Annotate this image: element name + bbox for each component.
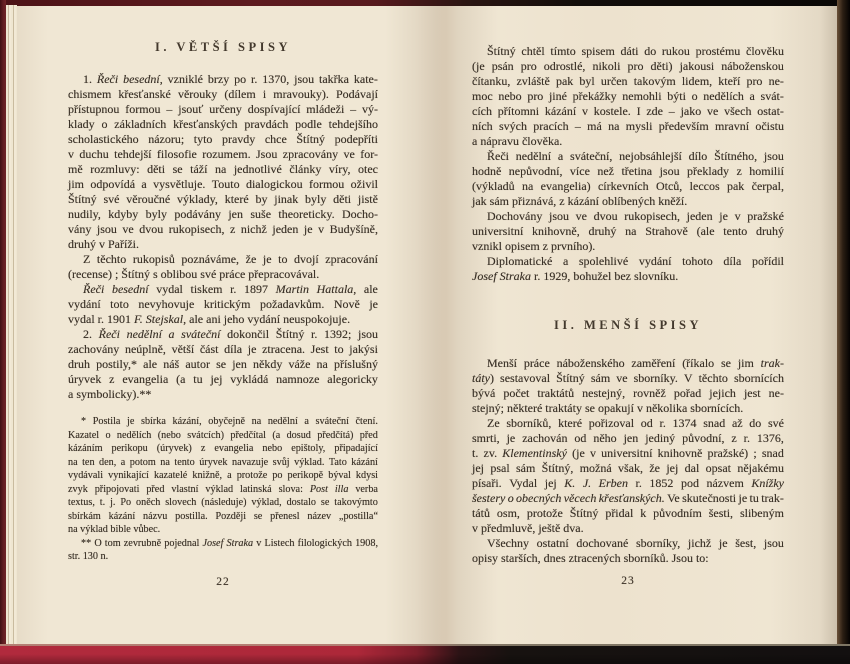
paragraph <box>472 536 784 566</box>
text-line: čítanku, zvláště pak byl určen takovým lidem, kteří pro ne- <box>472 74 784 88</box>
text-line: Všechny ostatní dochované sborníky, jichž je šest, jsou <box>487 536 784 550</box>
text-line: zvyk připojovati před vlastní výklad latinská slova: Post illa verba <box>68 483 378 495</box>
right-page <box>472 44 784 566</box>
text-line: bývá počet traktátů nestejný, rovněž pořad jejich jest ne- <box>472 386 784 400</box>
text-line: opisy starších, dnes ztracených sborníků. Jsou to: <box>472 551 709 565</box>
text-line: nudily, kdyby byly podávány jen suše theoreticky. Docho- <box>68 207 378 221</box>
text-line: ních svých pracích – má na mysli především mravní očistu <box>472 119 784 133</box>
text-line: druh postily,* ale náš autor se jen někdy váže na příslušný <box>68 357 378 371</box>
text-line: (recense) ; Štítný s oblibou své práce přepracovával. <box>68 267 320 281</box>
text-line: (je psán pro odrostlé, nikoli pro děti) jakousi náboženskou <box>472 59 784 73</box>
text-line: Ze sborníků, které pořizoval od r. 1374 snad až do své <box>487 416 784 430</box>
text-line: šestery o obecných věcech křesťanských. Ve skutečnosti je tu trak- <box>472 491 784 505</box>
text-line: na výklad bible vůbec. <box>68 524 161 535</box>
text-line: 1. Řeči besední, vzniklé brzy po r. 1370, jsou takřka kate- <box>83 72 378 86</box>
left-page <box>68 40 378 564</box>
text-line: Dochovány jsou ve dvou rukopisech, jeden je v pražské <box>487 209 784 223</box>
text-line: druhý v Paříži. <box>68 237 139 251</box>
text-line: vány jsou ve dvou rukopisech, z nichž jeden je v Budyšíně, <box>68 222 378 236</box>
page-number-right: 23 <box>621 575 635 587</box>
text-line: jak sám přiznává, z kázání oblíbených kněží. <box>472 194 688 208</box>
text-line: Diplomatické a spolehlivé vydání tohoto díla pořídil <box>487 254 784 268</box>
text-line: stejný; některé traktáty se opakují v několika sbornících. <box>472 401 744 415</box>
page-number-left: 22 <box>216 576 230 588</box>
text-line: tátů osm, protože Štítný přidal k původním šesti, slibeným <box>472 506 784 520</box>
text-line: vydávali vynikající kazatelé knižně, a protože po perikopě býval kdysi <box>68 470 378 481</box>
text-line: Řeči nedělní a sváteční, nejobsáhlejší dílo Štítného, jsou <box>487 149 784 163</box>
text-line: písaři. Vydal jej K. J. Erben r. 1852 pod názvem Knížky <box>472 476 784 490</box>
text-line: Štítný chtěl tímto spisem dáti do rukou prostému člověku <box>487 44 784 58</box>
text-line: cích přítomni kázání v kostele. I zde – jako ve všech ostat- <box>472 104 784 118</box>
text-line: moc nebo pro jiné překážky nemohli býti o nedělích a svát- <box>472 89 784 103</box>
paragraph <box>472 356 784 416</box>
right-page-body-top <box>472 44 784 284</box>
text-line: Štítný své věroučné výklady, které by jinak byly děti jistě <box>68 192 378 206</box>
text-line: Menší práce náboženského zaměření (říkalo se jim trak- <box>487 356 784 370</box>
text-line: vydal r. 1901 F. Stejskal, ale ani jeho vydání neuspokojuje. <box>68 312 351 326</box>
text-line: sbírkám kázání názvu postilla. Později se přenesl název „postilla“ <box>68 510 378 522</box>
paragraph <box>68 327 378 402</box>
text-line: vznikl opisem z prvního). <box>472 239 596 253</box>
right-page-body-bottom <box>472 356 784 566</box>
text-line: v duchu tehdejší filosofie rozumem. Jsou zpracovány ve for- <box>68 147 378 161</box>
text-line: přístupnou formou – jsouť určeny dospívající mládeži – vý- <box>68 102 378 116</box>
text-line: jej psal sám Štítný, možná však, že jej dal opsat nějakému <box>472 461 784 475</box>
paragraph <box>68 252 378 282</box>
paragraph <box>472 209 784 254</box>
book-cover-right-edge <box>837 0 850 664</box>
text-line: kázáním perikopu (úryvek) z evangelia nebo epištoly, připadající <box>68 443 378 454</box>
book-cover-bottom-edge <box>0 644 850 664</box>
paragraph <box>472 149 784 209</box>
text-line: universitní knihovně, druhý na Strahově (ale tento druhý <box>472 224 784 238</box>
text-line: scholastického názoru; tyto pravdy chce Štítný podepříti <box>68 132 378 146</box>
text-line: a symbolicky).** <box>68 387 152 401</box>
text-line: smrti, je zachován od něho jen jediný původní, z r. 1376, <box>472 431 784 445</box>
text-line: zachovány neúplně, větší část díla je ztracena. Jest to jakýsi <box>68 342 378 356</box>
left-page-footnotes <box>68 415 378 564</box>
text-line: ** O tom zevrubně pojednal Josef Straka v Listech filologických 1908, <box>81 537 378 549</box>
left-page-body <box>68 72 378 402</box>
text-line: 2. Řeči nedělní a sváteční dokončil Štítný r. 1392; jsou <box>83 327 378 341</box>
book-cover-top-edge <box>0 0 850 6</box>
text-line: a nápravu člověka. <box>472 134 563 148</box>
section-heading-vetsi-spisy: I. VĚTŠÍ SPISY <box>155 40 291 54</box>
text-line: Z těchto rukopisů poznáváme, že je to dvojí zpracování <box>83 252 378 266</box>
text-line: úryvek z evangelia (a tu jej vykládá namnoze alegoricky <box>68 372 378 386</box>
section-heading-mensi-spisy: II. MENŠÍ SPISY <box>553 318 702 332</box>
text-line: hodně nepůvodní, více než třetina jsou překlady z homilií <box>472 164 784 178</box>
text-line: jim odpovídá a vysvětluje. Touto dialogickou formou oživil <box>68 177 378 191</box>
paragraph <box>472 416 784 536</box>
text-line: textus, t. j. Po oněch slovech (následuje) výklad, dostalo se takovýmto <box>68 497 378 508</box>
text-line: Josef Straka r. 1929, bohužel bez slovníku. <box>472 269 679 283</box>
text-line: * Postila je sbírka kázání, obyčejně na nedělní a sváteční čtení. <box>81 416 378 427</box>
text-line: (výkladů na evangelia) církevních Otců, leccos pak čerpal, <box>472 179 784 193</box>
text-line: na ten den, a potom na tento úryvek navazuje svůj výklad. Tato kázání <box>68 456 378 468</box>
text-line: v předmluvě, ještě dva. <box>472 521 584 535</box>
text-line: chismem křesťanské věrouky (dílem i mravouky). Podávají <box>68 87 378 101</box>
text-line: vydání toto nevyhovuje kritickým požadavkům. Nově je <box>68 297 378 311</box>
text-line: mě rozmluvy: děti se táží na jednotlivé články víry, otec <box>68 162 378 176</box>
text-line: str. 130 n. <box>68 551 109 562</box>
paragraph <box>68 537 378 564</box>
page-stack-left-edge <box>6 5 17 648</box>
paragraph <box>472 254 784 284</box>
paragraph <box>68 282 378 327</box>
text-line: táty) sestavoval Štítný sám ve sborníky. V těchto sbornících <box>472 371 784 385</box>
paragraph <box>68 72 378 252</box>
paragraph <box>68 415 378 537</box>
paragraph <box>472 44 784 149</box>
text-line: Řeči besední vydal tiskem r. 1897 Martin Hattala, ale <box>83 282 378 296</box>
text-line: Kazatel o nedělích (nebo svátcích) předčítal (a dosud předčítá) před <box>68 429 378 441</box>
text-line: t. zv. Klementinský (je v universitní knihovně pražské) ; snad <box>472 446 784 460</box>
text-line: klady o základních křesťanských pravdách podle tehdejšího <box>68 117 378 131</box>
